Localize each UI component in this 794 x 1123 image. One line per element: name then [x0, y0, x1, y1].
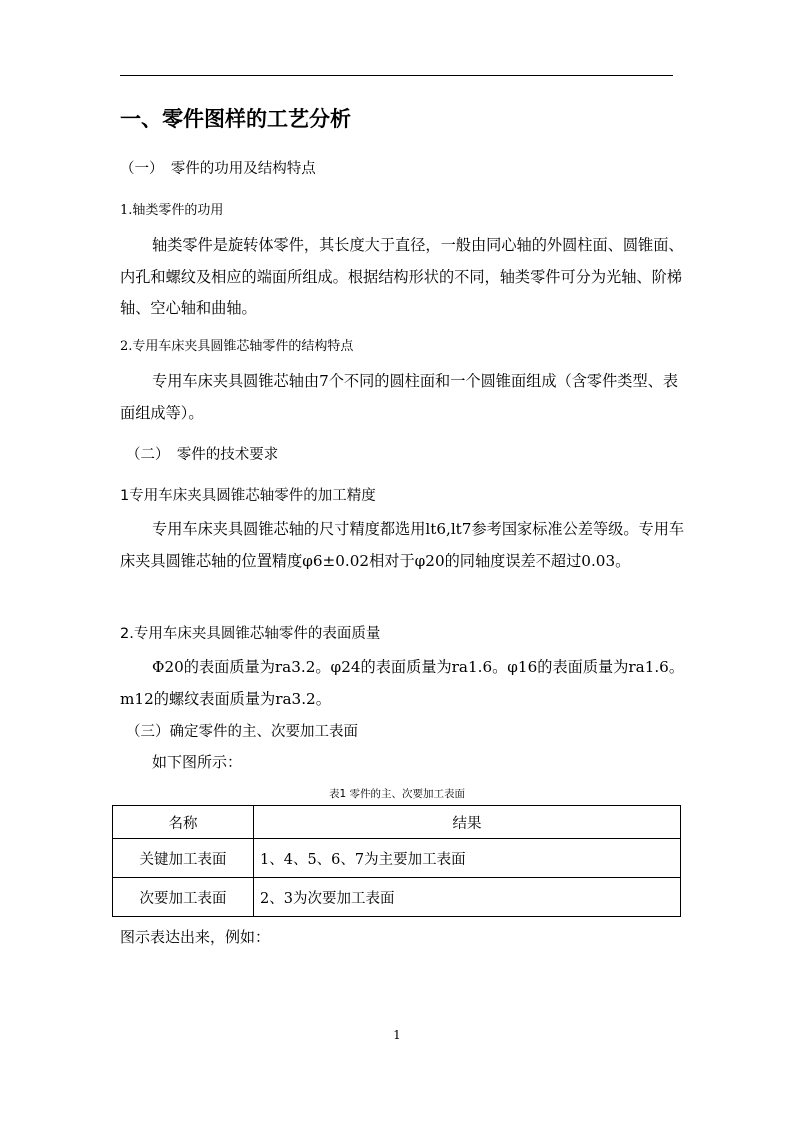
table-cell-name: 关键加工表面: [113, 839, 254, 878]
table-header-name: 名称: [113, 806, 254, 839]
table-cell-result: 1、4、5、6、7为主要加工表面: [254, 839, 681, 878]
item-heading-1-1: 1.轴类零件的功用: [120, 203, 224, 218]
item-heading-2-2: 2.专用车床夹具圆锥芯轴零件的表面质量: [120, 626, 381, 642]
paragraph-1-1: 轴类零件是旋转体零件，其长度大于直径，一般由同心轴的外圆柱面、圆锥面、内孔和螺纹及相应的端面所组成。根据结构形状的不同，轴类零件可分为光轴、阶梯轴、空心轴和曲轴。: [120, 236, 684, 317]
table-header-row: [113, 806, 681, 839]
section-title: 一、零件图样的工艺分析: [120, 107, 351, 131]
table-header-result: 结果: [254, 806, 681, 839]
table-intro: 如下图所示：: [152, 753, 243, 771]
header-rule: [120, 75, 673, 76]
subsection-heading-2: （二） 零件的技术要求: [126, 447, 279, 463]
table-row: [113, 839, 681, 878]
item-heading-1-2: 2.专用车床夹具圆锥芯轴零件的结构特点: [120, 339, 354, 354]
page-number: 1: [393, 1028, 401, 1042]
paragraph-1-2: 专用车床夹具圆锥芯轴由7个不同的圆柱面和一个圆锥面组成（含零件类型、表面组成等）。: [120, 372, 679, 422]
closing-text: 图示表达出来，例如：: [120, 928, 271, 946]
table-cell-name: 次要加工表面: [113, 878, 254, 917]
subsection-heading-3: （三）确定零件的主、次要加工表面: [126, 724, 358, 740]
surfaces-table: [112, 805, 681, 917]
table-caption: 表1 零件的主、次要加工表面: [328, 788, 466, 800]
paragraph-2-1: 专用车床夹具圆锥芯轴的尺寸精度都选用lt6,lt7参考国家标准公差等级。专用车床夹具圆锥芯轴的位置精度φ6±0.02相对于φ20的同轴度误差不超过0.03。: [120, 520, 685, 570]
paragraph-2-2: Φ20的表面质量为ra3.2。φ24的表面质量为ra1.6。φ16的表面质量为ra1.6。m12的螺纹表面质量为ra3.2。: [120, 658, 685, 708]
item-heading-2-1: 1专用车床夹具圆锥芯轴零件的加工精度: [120, 488, 376, 504]
table-cell-result: 2、3为次要加工表面: [254, 878, 681, 917]
table-row: [113, 878, 681, 917]
subsection-heading-1: （一） 零件的功用及结构特点: [120, 161, 316, 177]
